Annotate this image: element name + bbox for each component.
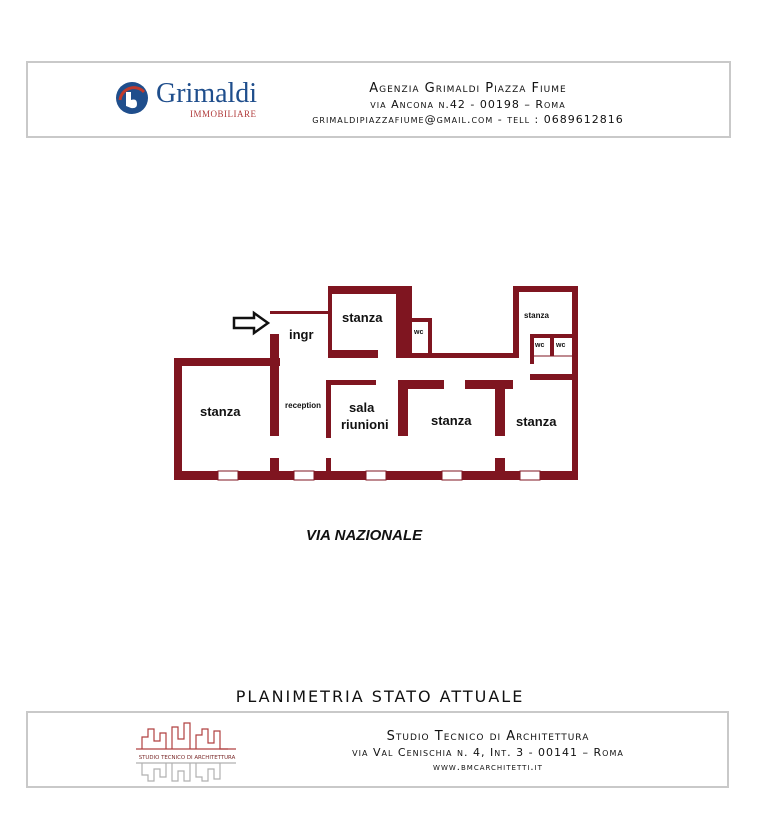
studio-footer [26, 711, 729, 788]
room-wc1-label: wc [414, 329, 424, 336]
room-stanza-right-top-label: stanza [524, 311, 549, 320]
studio-name: Studio Tecnico di Architettura [386, 729, 590, 744]
room-stanza-right-label: stanza [516, 414, 557, 429]
bmc-logo [132, 719, 242, 783]
street-name: VIA NAZIONALE [306, 527, 423, 544]
room-wc2-label: wc [535, 342, 545, 349]
room-reception-label: reception [285, 401, 322, 410]
agency-address: via Ancona n.42 - 00198 – Roma [370, 98, 566, 111]
agency-name: Agenzia Grimaldi Piazza Fiume [369, 81, 567, 96]
plan-title: PLANIMETRIA STATO ATTUALE [235, 687, 525, 706]
agency-contact: grimaldipiazzafiume@gmail.com - tell : 0689612816 [312, 113, 624, 126]
logo-name: Grimaldi [156, 78, 258, 109]
logo-subtitle: IMMOBILIARE [190, 109, 257, 119]
room-stanza-left-label: stanza [200, 404, 241, 419]
room-ingr-label: ingr [289, 327, 314, 342]
entry-arrow-icon [234, 313, 268, 333]
room-riunioni-label: riunioni [341, 417, 389, 432]
room-sala-label: sala [349, 400, 375, 415]
studio-address: via Val Cenischia n. 4, Int. 3 - 00141 – Roma [352, 746, 624, 759]
bmc-logo-text: STUDIO TECNICO DI ARCHITETTURA [138, 755, 236, 761]
studio-website: www.bmcarchitetti.it [433, 762, 543, 773]
room-wc3-label: wc [556, 342, 566, 349]
room-stanza-mid-label: stanza [431, 413, 472, 428]
room-stanza-top-label: stanza [342, 310, 383, 325]
